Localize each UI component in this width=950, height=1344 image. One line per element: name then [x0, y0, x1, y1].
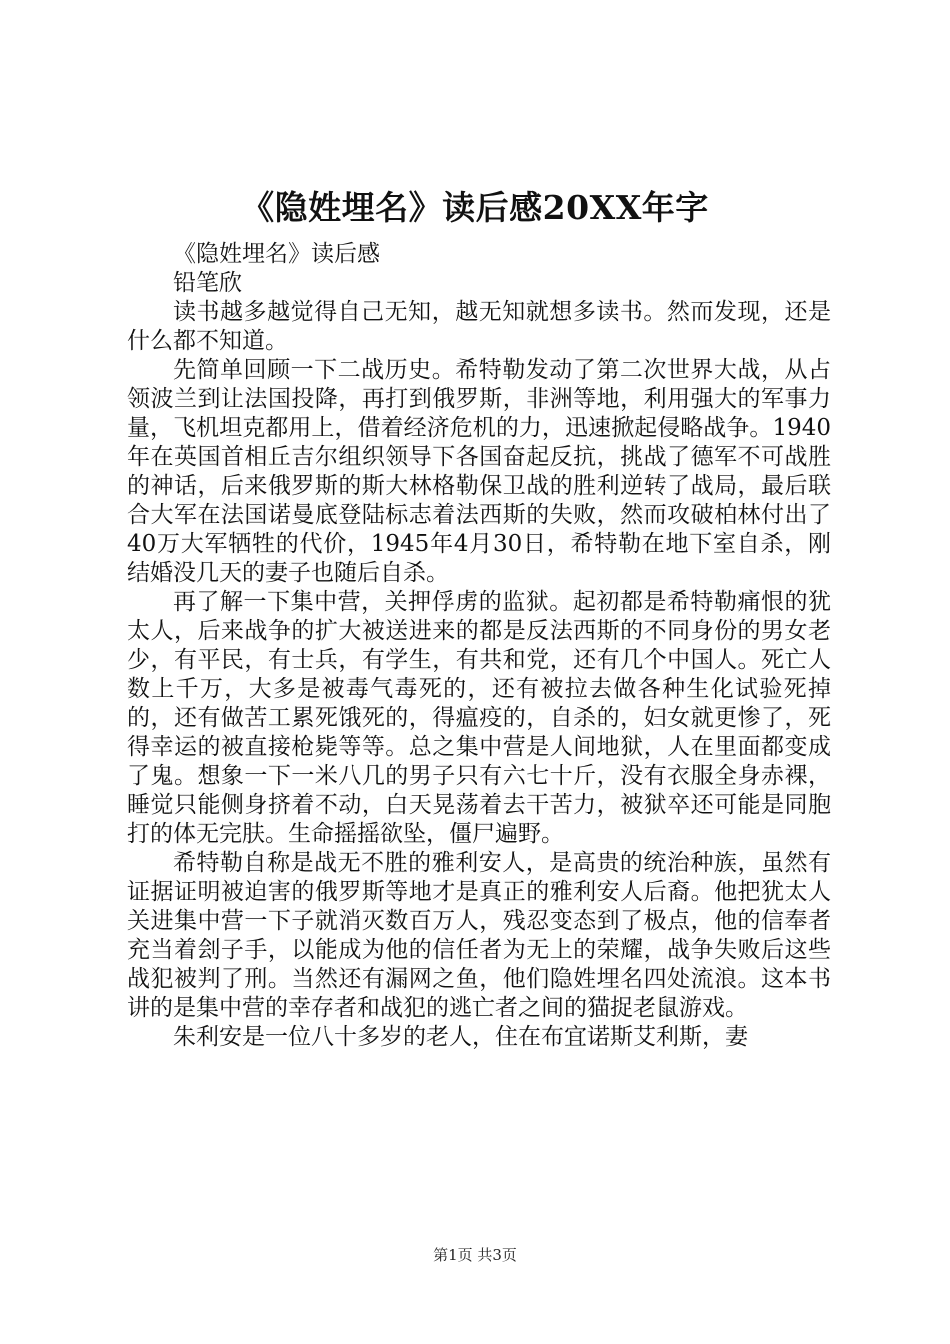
body-paragraph: 读书越多越觉得自己无知，越无知就想多读书。然而发现，还是什么都不知道。: [127, 299, 831, 354]
body-paragraph: 再了解一下集中营，关押俘虏的监狱。起初都是希特勒痛恨的犹太人，后来战争的扩大被送进来的都是反法西斯的不同身份的男女老少，有平民，有士兵，有学生，有共和党，还有几个中国人。死亡人数上千万，大多是被毒气毒死的，还有被拉去做各种生化试验死掉的，还有做苦工累死饿死的，得瘟疫的，自杀的，妇女就更惨了，死得幸运的被直接枪毙等等。总之集中营是人间地狱，人在里面都变成了鬼。想象一下一米八几的男子只有六七十斤，没有衣服全身赤裸，睡觉只能侧身挤着不动，白天晃荡着去干苦力，被狱卒还可能是同胞打的体无完肤。生命摇摇欲坠，僵尸遍野。: [127, 589, 831, 847]
body-paragraph: 希特勒自称是战无不胜的雅利安人，是高贵的统治种族，虽然有证据证明被迫害的俄罗斯等地才是真正的雅利安人后裔。他把犹太人关进集中营一下子就消灭数百万人，残忍变态到了极点，他的信奉者充当着刽子手，以能成为他的信任者为无上的荣耀，战争失败后这些战犯被判了刑。当然还有漏网之鱼，他们隐姓埋名四处流浪。这本书讲的是集中营的幸存者和战犯的逃亡者之间的猫捉老鼠游戏。: [127, 850, 831, 1021]
page-footer: 第1页 共3页: [433, 1246, 517, 1264]
document-title: 《隐姓埋名》读后感20XX年字: [241, 188, 709, 227]
subtitle-line: 《隐姓埋名》读后感: [173, 241, 380, 267]
author-line: 铅笔欣: [173, 270, 242, 296]
body-paragraph: 先简单回顾一下二战历史。希特勒发动了第二次世界大战，从占领波兰到让法国投降，再打到俄罗斯，非洲等地，利用强大的军事力量，飞机坦克都用上，借着经济危机的力，迅速掀起侵略战争。1940年在英国首相丘吉尔组织领导下各国奋起反抗，挑战了德军不可战胜的神话，后来俄罗斯的斯大林格勒保卫战的胜利逆转了战局，最后联合大军在法国诺曼底登陆标志着法西斯的失败，然而攻破柏林付出了40万大军牺牲的代价，1945年4月30日，希特勒在地下室自杀，刚结婚没几天的妻子也随后自杀。: [127, 357, 831, 586]
body-paragraph: 朱利安是一位八十多岁的老人，住在布宜诺斯艾利斯，妻: [173, 1024, 748, 1050]
document-body: [127, 240, 831, 1052]
